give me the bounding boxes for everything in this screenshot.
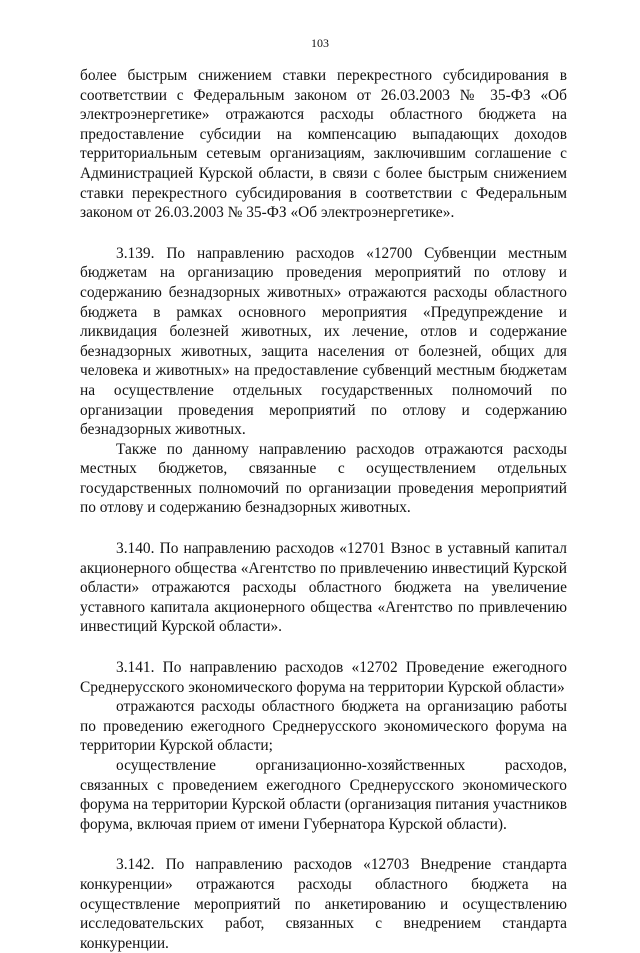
paragraph-gap (80, 834, 567, 855)
paragraph-gap (80, 518, 567, 539)
paragraph-3-141-item-2: осуществление организационно-хозяйственных расходов, связанных с проведением ежегодного Среднерусского экономического форума на территории Курской области (организация питания участников форума, включая прием от имени Губернатора Курской области). (80, 757, 567, 833)
paragraph-3-141: 3.141. По направлению расходов «12702 Проведение ежегодного Среднерусского экономического форума на территории Курской области» (80, 659, 567, 696)
paragraph-3-140: 3.140. По направлению расходов «12701 Взнос в уставный капитал акционерного общества «Агентство по привлечению инвестиций Курской области» отражаются расходы областного бюджета на увеличение уставного капитала акционерного общества «Агентство по привлечению инвестиций Курской области». (80, 540, 567, 636)
page-number: 103 (311, 36, 329, 50)
paragraph-3-139-also: Также по данному направлению расходов отражаются расходы местных бюджетов, связанные с осуществлением отдельных государственных полномочий по организации проведения мероприятий по отлову и содержанию безнадзорных животных. (80, 440, 567, 517)
paragraph-3-142: 3.142. По направлению расходов «12703 Внедрение стандарта конкуренции» отражаются расходы областного бюджета на осуществление мероприятий по анкетированию и осуществлению исследовательских работ, связанных с внедрением стандарта конкуренции. (80, 856, 567, 952)
paragraph-continuation: более быстрым снижением ставки перекрестного субсидирования в соответствии с Федеральным законом от 26.03.2003 № 35-ФЗ «Об электроэнергетике» отражаются расходы областного бюджета на предоставление субсидии на компенсацию выпадающих доходов территориальным сетевым организациям, заключившим соглашение с Администрацией Курской области, в связи с более быстрым снижением ставки перекрестного субсидирования в соответствии с Федеральным законом от 26.03.2003 № 35-ФЗ «Об электроэнергетике». (80, 67, 567, 222)
paragraph-3-141-item-1: отражаются расходы областного бюджета на организацию работы по проведению ежегодного Среднерусского экономического форума на территории Курской области; (80, 698, 567, 755)
paragraph-3-139: 3.139. По направлению расходов «12700 Субвенции местным бюджетам на организацию проведения мероприятий по отлову и содержанию безнадзорных животных» отражаются расходы областного бюджета в рамках основного мероприятия «Предупреждение и ликвидация болезней животных, их лечение, отлов и содержание безнадзорных животных, защита населения от болезней, общих для человека и животных» на предоставление субвенций местным бюджетам на осуществление отдельных государственных полномочий по организации проведения мероприятий по отлову и содержанию безнадзорных животных. (80, 244, 567, 439)
paragraph-gap (80, 223, 567, 244)
paragraph-gap (80, 637, 567, 658)
document-body (80, 66, 567, 953)
